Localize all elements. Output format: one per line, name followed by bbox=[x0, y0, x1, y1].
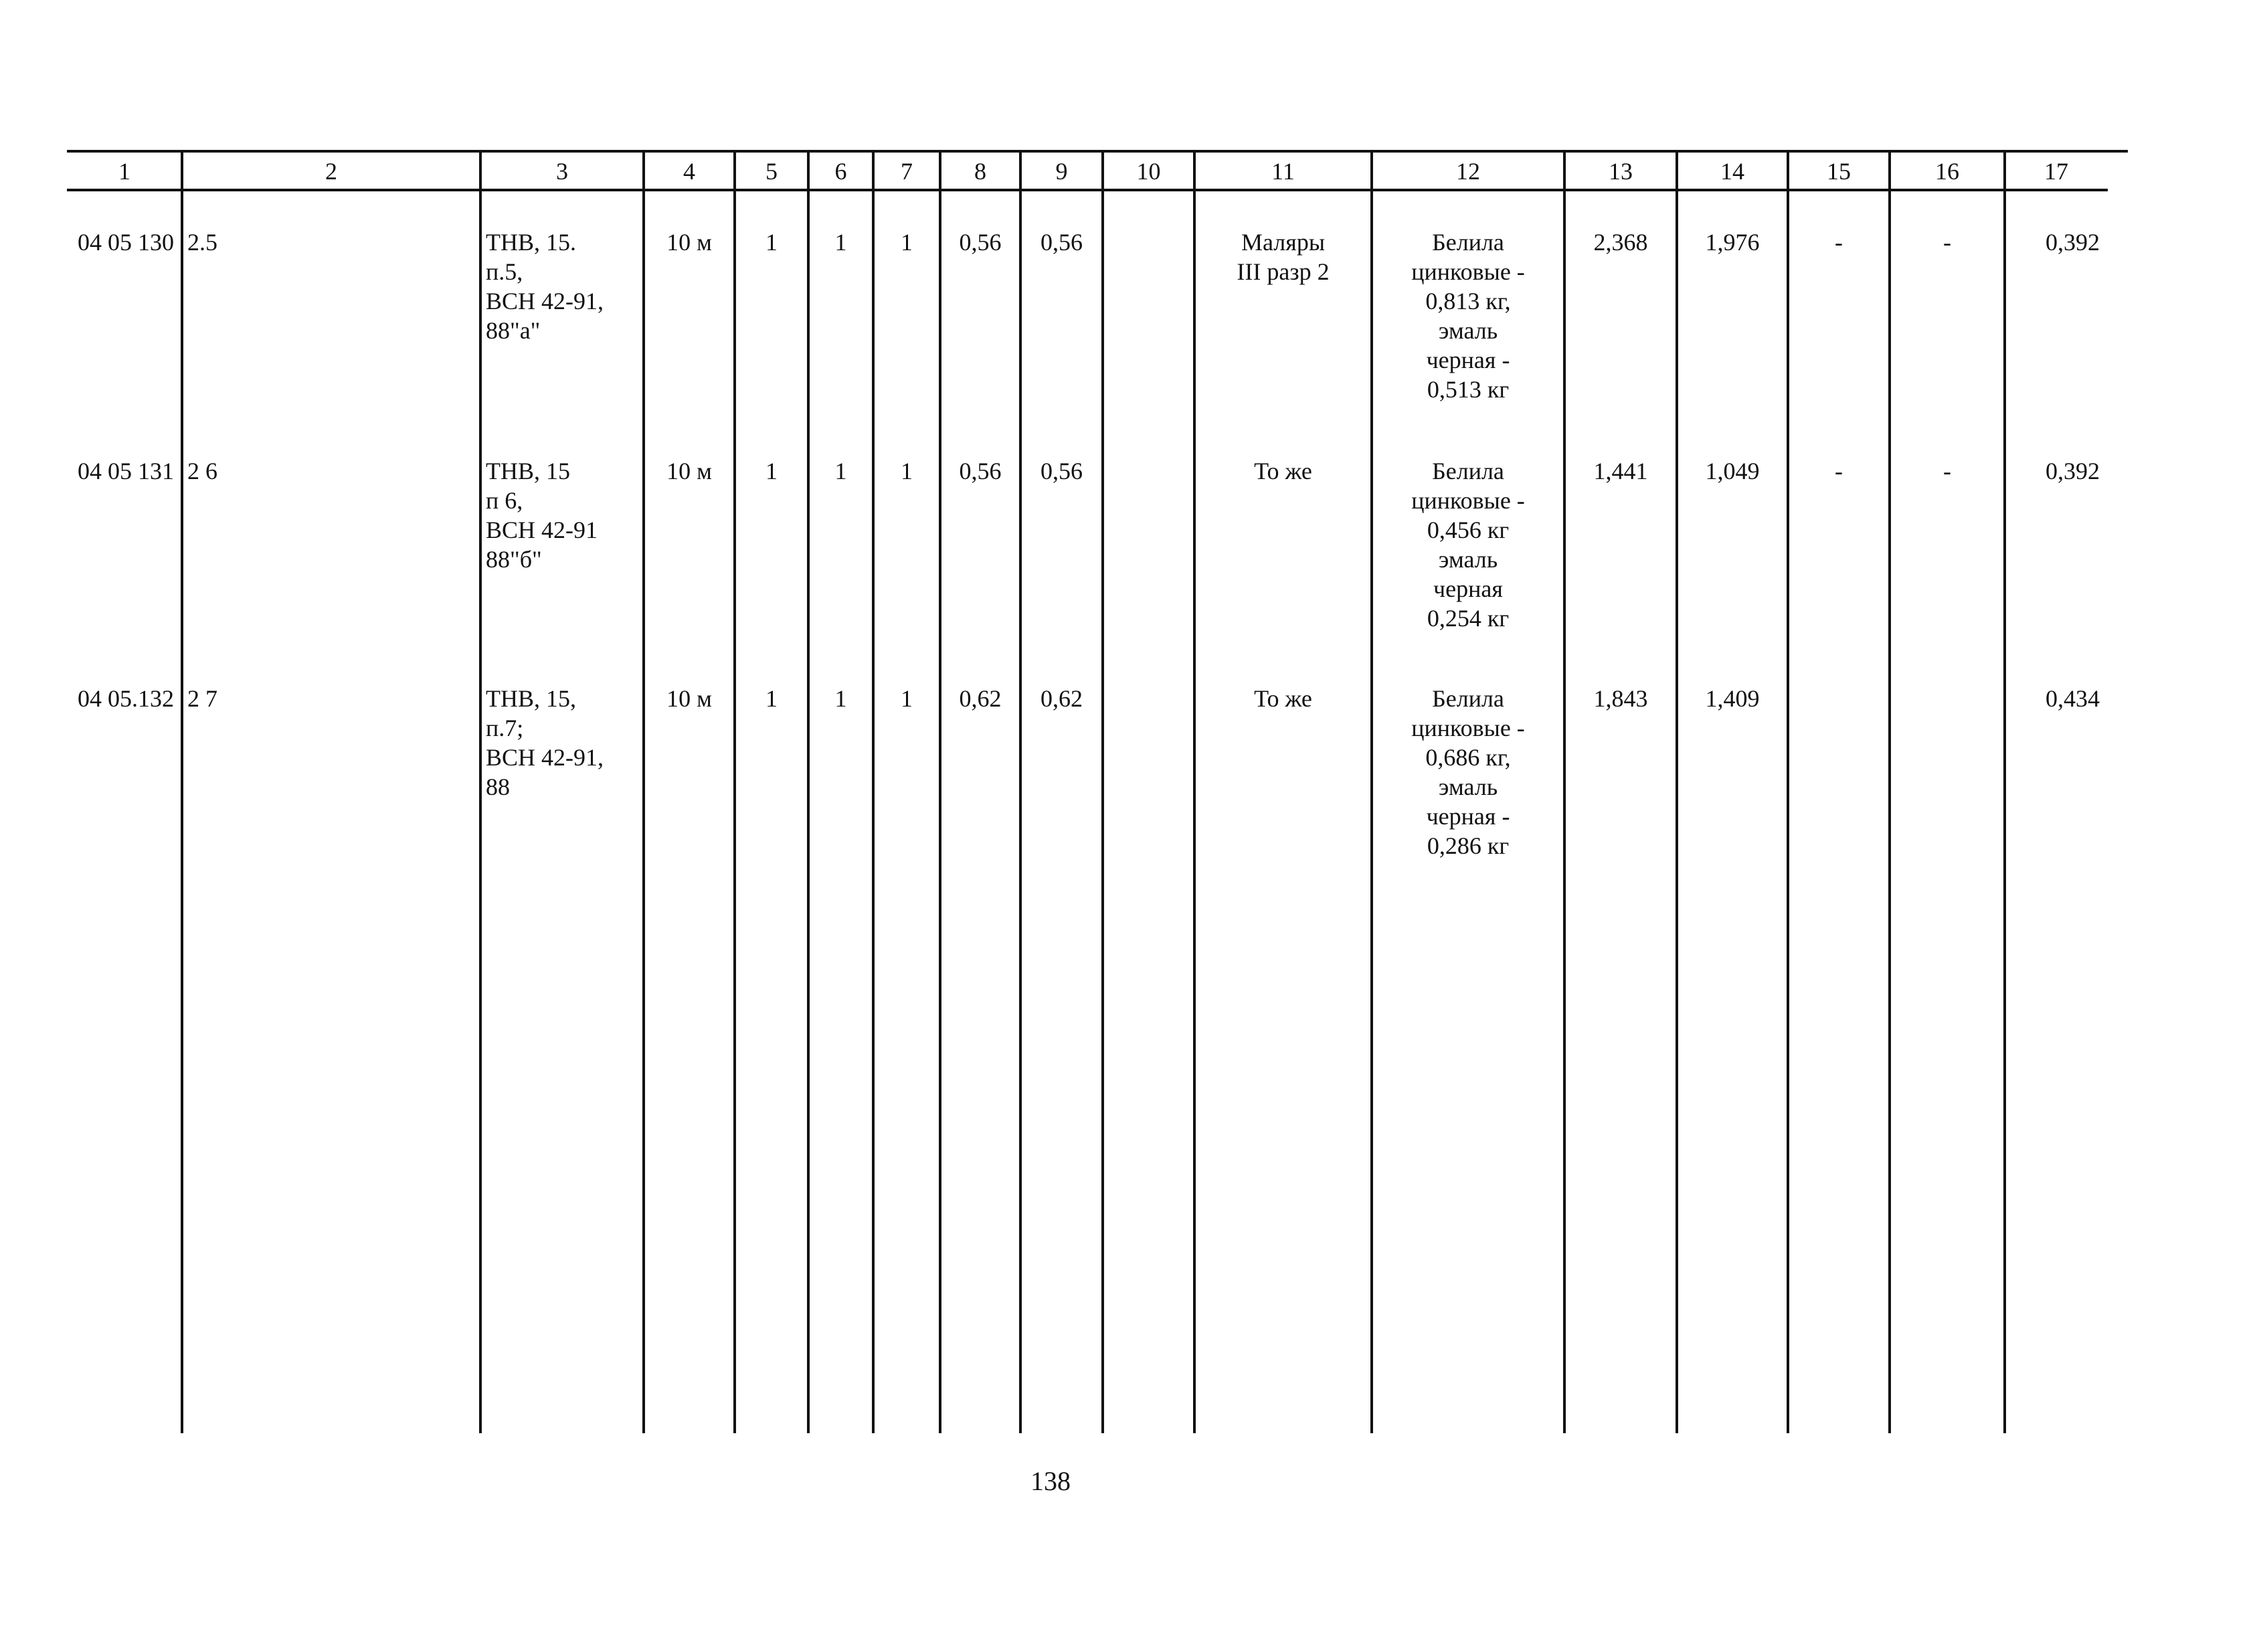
table-cell: 2,368 bbox=[1593, 229, 1648, 256]
table-cell: 04 05.132 bbox=[78, 685, 174, 712]
column-header: 16 bbox=[1935, 158, 1959, 185]
table-cell: 1 bbox=[901, 229, 913, 256]
column-header: 5 bbox=[765, 158, 778, 185]
table-cell: То же bbox=[1254, 458, 1312, 484]
column-header: 12 bbox=[1456, 158, 1480, 185]
table-cell: 0,56 bbox=[1041, 458, 1083, 484]
table-cell: 1,409 bbox=[1705, 685, 1760, 712]
table-cell: Белила цинковые - 0,686 кг, эмаль черная - 0,286 кг bbox=[1411, 685, 1525, 859]
table-cell: 04 05 130 bbox=[78, 229, 174, 256]
table-top-rule bbox=[67, 150, 2128, 153]
table-cell: 04 05 131 bbox=[78, 458, 174, 484]
table-cell: 0,434 bbox=[2046, 685, 2100, 712]
column-header: 17 bbox=[2044, 158, 2068, 185]
column-divider bbox=[939, 150, 941, 1433]
table-cell: 0,56 bbox=[959, 458, 1002, 484]
header-bottom-rule bbox=[67, 189, 2108, 191]
table-cell: 1,049 bbox=[1705, 458, 1760, 484]
table-cell: Белила цинковые - 0,813 кг, эмаль черная - 0,513 кг bbox=[1411, 229, 1525, 403]
table-cell: - bbox=[1835, 458, 1843, 484]
column-header: 14 bbox=[1720, 158, 1744, 185]
table-cell: То же bbox=[1254, 685, 1312, 712]
table-cell: 0,62 bbox=[959, 685, 1002, 712]
column-divider bbox=[872, 150, 875, 1433]
column-divider bbox=[642, 150, 645, 1433]
column-header: 7 bbox=[901, 158, 913, 185]
table-cell: 1 bbox=[901, 685, 913, 712]
table-cell: 2 7 bbox=[187, 685, 217, 712]
column-header: 3 bbox=[556, 158, 568, 185]
table-cell: 0,56 bbox=[1041, 229, 1083, 256]
table-cell: - bbox=[1943, 458, 1951, 484]
column-divider bbox=[1888, 150, 1891, 1433]
column-divider bbox=[807, 150, 810, 1433]
table-cell: 1,843 bbox=[1593, 685, 1648, 712]
column-header: 2 bbox=[325, 158, 337, 185]
table-cell: 2.5 bbox=[187, 229, 217, 256]
table-cell: 1,976 bbox=[1705, 229, 1760, 256]
table-cell: 1 bbox=[834, 458, 847, 484]
column-header: 13 bbox=[1609, 158, 1633, 185]
column-header: 11 bbox=[1271, 158, 1295, 185]
table-cell: 0,56 bbox=[959, 229, 1002, 256]
page-number: 138 bbox=[1030, 1466, 1071, 1496]
table-cell: ТНВ, 15, п.7; ВСН 42-91, 88 bbox=[486, 685, 604, 800]
column-divider bbox=[1193, 150, 1196, 1433]
column-header: 8 bbox=[974, 158, 986, 185]
table-cell: ТНВ, 15. п.5, ВСН 42-91, 88"а" bbox=[486, 229, 604, 344]
table-cell: Маляры III разр 2 bbox=[1237, 229, 1330, 285]
column-divider bbox=[1676, 150, 1678, 1433]
column-divider bbox=[479, 150, 482, 1433]
table-cell: - bbox=[1943, 229, 1951, 256]
column-header: 1 bbox=[118, 158, 130, 185]
column-divider bbox=[1101, 150, 1104, 1433]
table-cell: 10 м bbox=[666, 458, 712, 484]
column-divider bbox=[1019, 150, 1022, 1433]
column-divider bbox=[1787, 150, 1789, 1433]
table-cell: 1 bbox=[765, 458, 778, 484]
table-cell: 1 bbox=[765, 685, 778, 712]
table-cell: ТНВ, 15 п 6, ВСН 42-91 88"б" bbox=[486, 458, 598, 573]
table-cell: 0,392 bbox=[2046, 458, 2100, 484]
table-cell: 10 м bbox=[666, 229, 712, 256]
column-divider bbox=[181, 150, 183, 1433]
table-cell: 2 6 bbox=[187, 458, 217, 484]
table-cell: 1 bbox=[834, 229, 847, 256]
column-divider bbox=[733, 150, 736, 1433]
column-divider bbox=[2003, 150, 2006, 1433]
table-cell: 1,441 bbox=[1593, 458, 1648, 484]
column-header: 6 bbox=[834, 158, 847, 185]
table-cell: 0,392 bbox=[2046, 229, 2100, 256]
column-header: 9 bbox=[1055, 158, 1068, 185]
table-cell: - bbox=[1835, 229, 1843, 256]
table-cell: 10 м bbox=[666, 685, 712, 712]
table-cell: 0,62 bbox=[1041, 685, 1083, 712]
column-header: 15 bbox=[1827, 158, 1851, 185]
column-header: 4 bbox=[683, 158, 695, 185]
column-header: 10 bbox=[1136, 158, 1161, 185]
table-cell: 1 bbox=[901, 458, 913, 484]
table-cell: 1 bbox=[834, 685, 847, 712]
table-cell: 1 bbox=[765, 229, 778, 256]
table-cell: Белила цинковые - 0,456 кг эмаль черная 0,254 кг bbox=[1411, 458, 1525, 632]
